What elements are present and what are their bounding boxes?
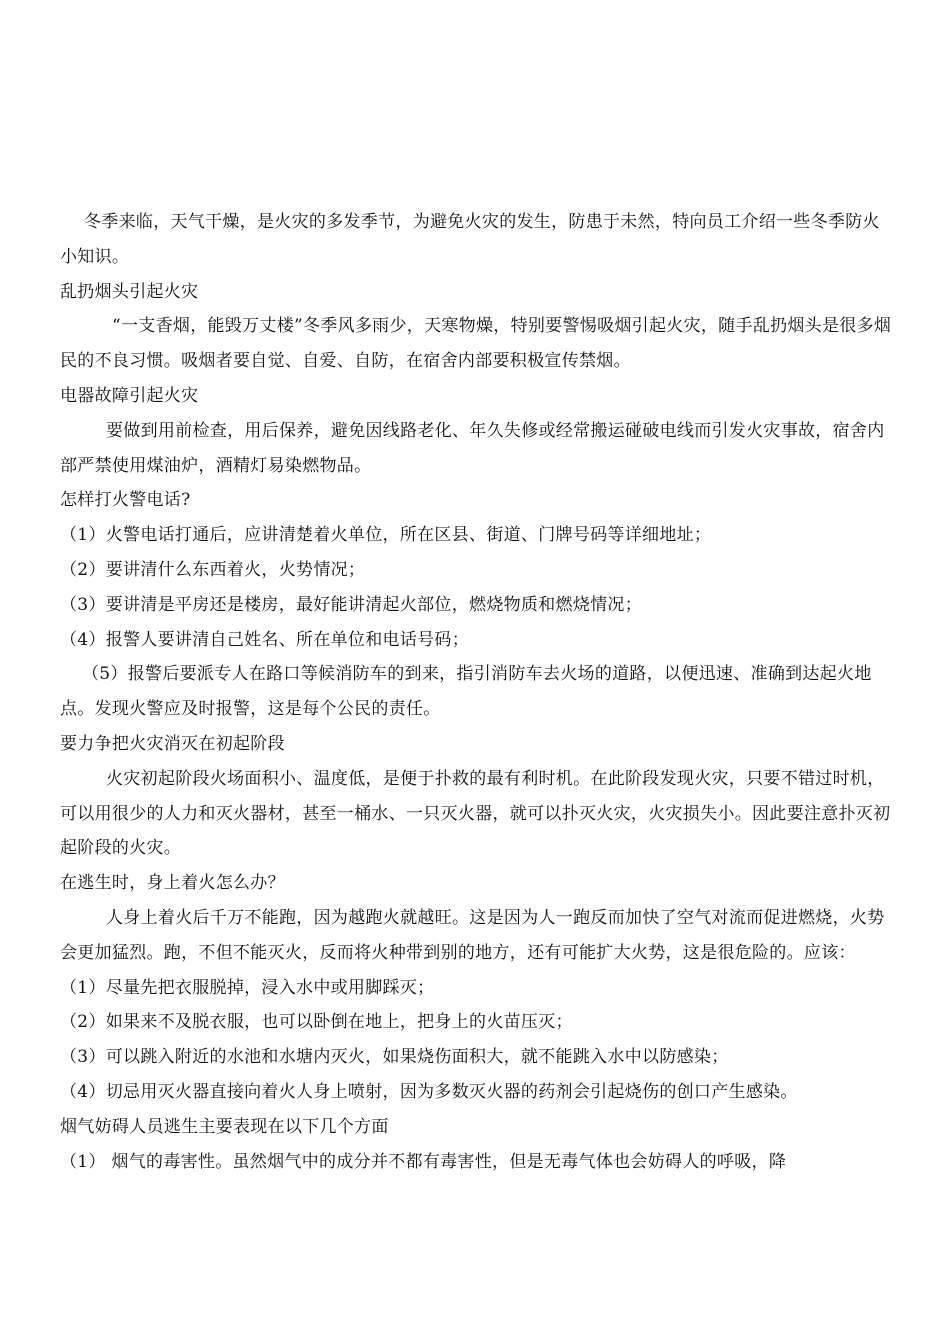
section-body-smoking: “一支香烟，能毁万丈楼”冬季风多雨少，天寒物燥，特别要警惕吸烟引起火灾，随手乱扔烟头是很多烟民的不良习惯。吸烟者要自觉、自爱、自防，在宿舍内部要积极宣传禁烟。 bbox=[60, 316, 892, 372]
list-item: （1） 烟气的毒害性。虽然烟气中的成分并不都有毒害性，但是无毒气体也会妨碍人的呼吸，降 bbox=[60, 1151, 787, 1172]
section-heading-smoking: 乱扔烟头引起火灾 bbox=[60, 281, 199, 302]
section-heading-onfire: 在逃生时，身上着火怎么办？ bbox=[60, 873, 285, 894]
list-item: （2）如果来不及脱衣服，也可以卧倒在地上，把身上的火苗压灭； bbox=[60, 1012, 573, 1033]
intro-paragraph: 冬季来临，天气干燥，是火灾的多发季节，为避免火灾的发生，防患于未然，特向员工介绍一些冬季防火小知识。 bbox=[60, 212, 880, 267]
list-item: （4）报警人要讲清自己姓名、所在单位和电话号码； bbox=[60, 629, 470, 650]
list-item: （1）火警电话打通后，应讲清楚着火单位，所在区县、街道、门牌号码等详细地址； bbox=[60, 525, 712, 546]
section-heading-electric: 电器故障引起火灾 bbox=[60, 385, 199, 406]
document-body bbox=[60, 205, 896, 1179]
list-item: （1）尽量先把衣服脱掉，浸入水中或用脚踩灭； bbox=[60, 977, 435, 998]
list-item: （2）要讲清什么东西着火，火势情况； bbox=[60, 559, 366, 580]
list-item: （3）可以跳入附近的水池和水塘内灭火，如果烧伤面积大，就不能跳入水中以防感染； bbox=[60, 1047, 729, 1068]
list-item: （3）要讲清是平房还是楼房，最好能讲清起火部位，燃烧物质和燃烧情况； bbox=[60, 594, 643, 615]
list-item: （5）报警后要派专人在路口等候消防车的到来，指引消防车去火场的道路，以便迅速、准确到达起火地点。发现火警应及时报警，这是每个公民的责任。 bbox=[60, 664, 872, 720]
list-item: （4）切忌用灭火器直接向着火人身上喷射，因为多数灭火器的药剂会引起烧伤的创口产生感染。 bbox=[60, 1081, 798, 1102]
section-heading-early: 要力争把火灾消灭在初起阶段 bbox=[60, 733, 285, 754]
section-heading-smoke: 烟气妨碍人员逃生主要表现在以下几个方面 bbox=[60, 1116, 389, 1137]
section-heading-call: 怎样打火警电话? bbox=[60, 490, 191, 511]
section-body-electric: 要做到用前检查，用后保养，避免因线路老化、年久失修或经常搬运碰破电线而引发火灾事故，宿舍内部严禁使用煤油炉，酒精灯易染燃物品。 bbox=[60, 420, 885, 476]
section-body-early: 火灾初起阶段火场面积小、温度低，是便于扑救的最有利时机。在此阶段发现火灾，只要不错过时机，可以用很少的人力和灭火器材，甚至一桶水、一只灭火器，就可以扑灭火灾，火灾损失小。因此要注意扑灭初起阶段的火灾。 bbox=[60, 768, 891, 859]
section-body-onfire: 人身上着火后千万不能跑，因为越跑火就越旺。这是因为人一跑反而加快了空气对流而促进燃烧，火势会更加猛烈。跑，不但不能灭火，反而将火种带到别的地方，还有可能扩大火势，这是很危险的。应该： bbox=[60, 907, 885, 963]
